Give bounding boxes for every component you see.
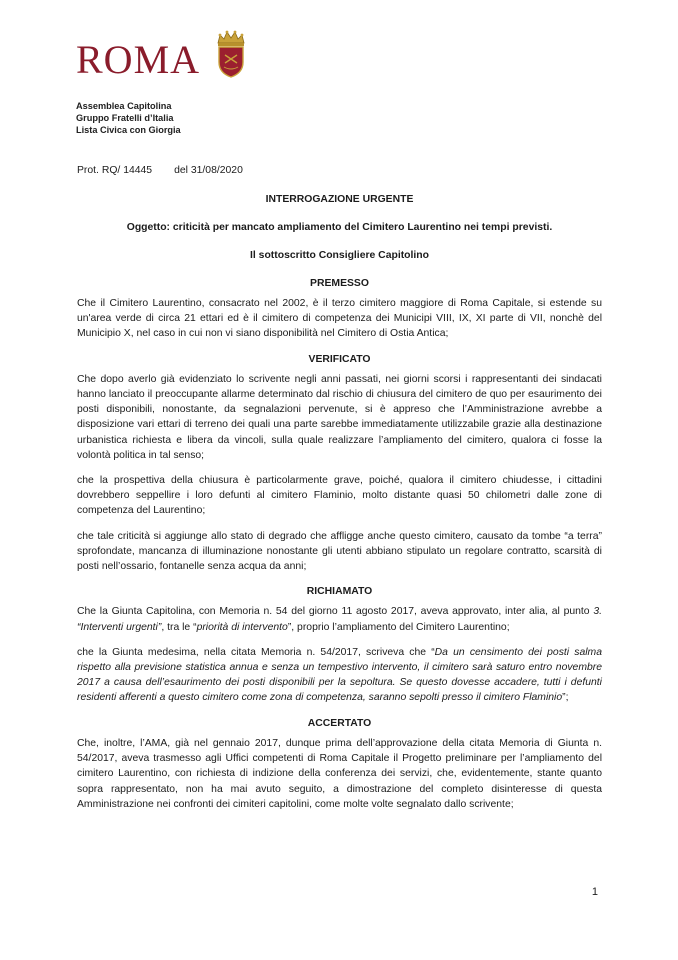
page-number: 1 [591,886,598,898]
section-heading-verificato: VERIFICATO [308,353,371,365]
protocol-number: Prot. RQ/ 14445 [77,165,153,176]
paragraph: Che dopo averlo già evidenziato lo scrivente negli anni passati, nei giorni scorsi i rappresentanti dei sindacati hanno lanciato il preoccupante allarme determinato dal rischio di chiusura del cimitero de quo per esaurimento dei posti disponibili, nonostante, da segnalazioni pervenute, si è appreso che l’Amministrazione avrebbe a disposizione vari ettari di terreno dei quali una parte sarebbe immediatamente utilizzabile grazie alla destinazione urbanistica richiesta e libera da vincoli, sulla quale realizzare l’ampliamento del cimitero, qualora ci fosse la volontà politica in tal senso; [77,373,602,461]
protocol-line [77,163,602,178]
letterhead [76,28,248,137]
document-title: INTERROGAZIONE URGENTE [265,194,414,206]
paragraph: che tale criticità si aggiunge allo stato di degrado che affligge anche questo cimitero, causato da tombe “a terra” sprofondate, mancanza di illuminazione nonostante gli utenti abbiano stipulato un regolare contratto, scarsità di posti nell’ossario, fontanelle senza acqua da anni; [77,530,602,573]
italic-run: 3. “Interventi urgenti” [77,606,602,633]
section-heading-richiamato: RICHIAMATO [306,586,373,598]
paragraph: Che, inoltre, l’AMA, già nel gennaio 2017, dunque prima dell’approvazione della citata Memoria di Giunta n. 54/2017, aveva trasmesso agli Uffici competenti di Roma Capitale il Progetto preliminare per l’ampliamento del cimitero Laurentino, con richiesta di indizione della conferenza dei servizi, che, evidentemente, stante quanto sopra rappresentato, non ha mai avuto seguito, a dimostrazione del completo disinteresse di questa Amministrazione nei confronti dei cimiteri capitolini, come molte volte segnalato dallo scrivente; [77,737,602,810]
text-run: , tra le “ [161,621,197,633]
logo [76,28,248,80]
signer-line: Il sottoscritto Consigliere Capitolino [250,249,429,261]
text-run: ”, proprio l’ampliamento del Cimitero Laurentino; [287,621,510,633]
org-line: Gruppo Fratelli d’Italia [76,113,174,124]
section-heading-premesso: PREMESSO [310,277,369,289]
org-line: Assemblea Capitolina [76,101,172,111]
document-body [77,163,602,822]
paragraph: Che il Cimitero Laurentino, consacrato nel 2002, è il terzo cimitero maggiore di Roma Capitale, si estende su un'area verde di circa 21 ettari ed è il cimitero di competenza dei Municipi VIII, IX, XI parte di VII, nonchè del Municipio X, nel caso in cui non vi siano disponibilità nel Cimitero di Ostia Antica; [77,298,602,340]
document-subject: Oggetto: criticità per mancato ampliamento del Cimitero Laurentino nei tempi previsti. [126,222,553,234]
roma-crest-icon [214,29,248,79]
paragraph [77,645,602,706]
section-heading-accertato: ACCERTATO [307,717,372,729]
org-line: Lista Civica con Giorgia [76,125,181,136]
italic-run: priorità di intervento [196,621,288,633]
logo-text: ROMA [76,37,201,82]
paragraph: che la prospettiva della chiusura è particolarmente grave, poiché, qualora il cimitero chiudesse, i cittadini dovrebbero seppellire i loro defunti al cimitero Flaminio, molto distante quasi 50 chilometri dalle zone di competenza del Laurentino; [77,475,602,517]
text-run: ”; [562,692,569,704]
text-run: Che la Giunta Capitolina, con Memoria n. 54 del giorno 11 agosto 2017, aveva approvato, inter alia, al punto [77,606,594,618]
italic-quote: Da un censimento dei posti salma rispetto alla previsione statistica annua e senza un tempestivo intervento, il cimitero sarà saturo entro novembre 2017 a causa dell’esaurimento dei posti disponibili per la sepoltura. Se questo dovesse accadere, tutti i defunti residenti afferenti a questo cimitero come zona di competenza, saranno sepolti presso il cimitero Flaminio [77,646,602,704]
organization-lines [76,100,248,137]
protocol-date: del 31/08/2020 [174,165,243,176]
text-run: che la Giunta medesima, nella citata Memoria n. 54/2017, scriveva che “ [77,646,435,658]
paragraph [77,604,602,634]
